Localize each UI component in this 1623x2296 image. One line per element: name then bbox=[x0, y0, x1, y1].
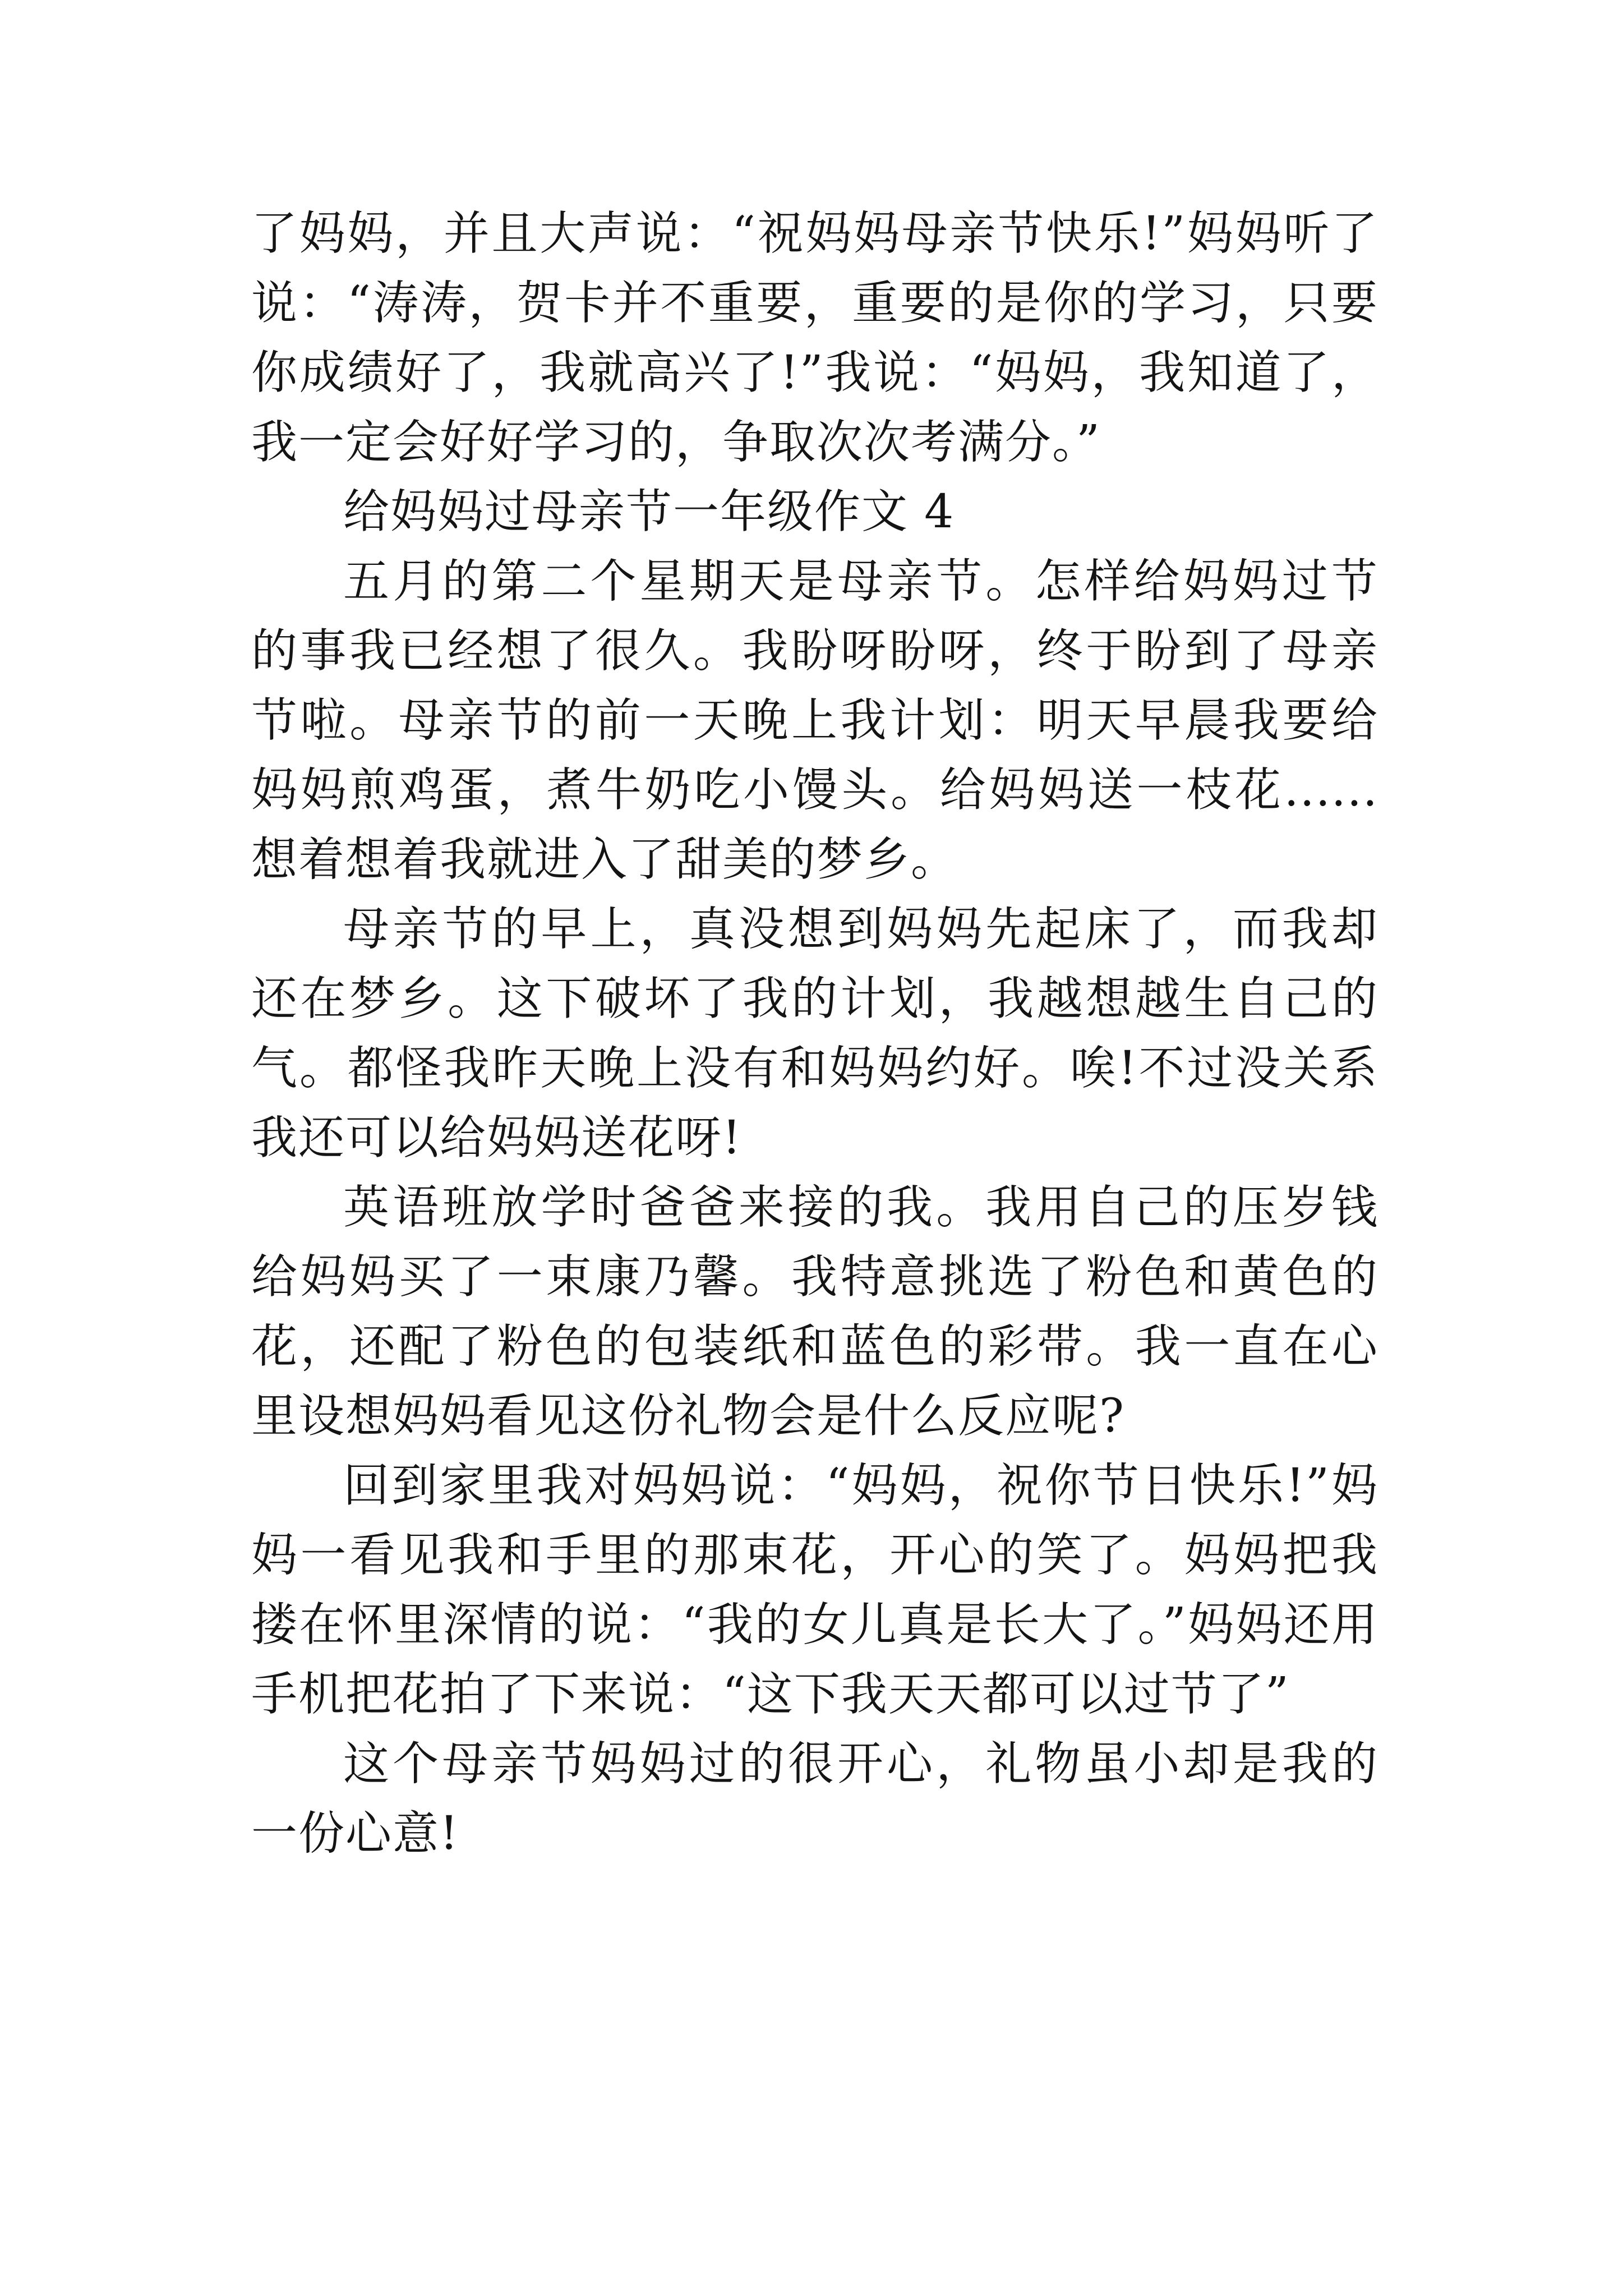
continuation-paragraph: 了妈妈，并且大声说：“祝妈妈母亲节快乐!”妈妈听了说：“涛涛，贺卡并不重要，重要的是你的学习，只要你成绩好了，我就高兴了!”我说：“妈妈，我知道了，我一定会好好学习的，争取次次考满分。” bbox=[251, 207, 1378, 469]
body-paragraph: 母亲节的早上，真没想到妈妈先起床了，而我却还在梦乡。这下破坏了我的计划，我越想越生自己的气。都怪我昨天晚上没有和妈妈约好。唉!不过没关系我还可以给妈妈送花呀! bbox=[251, 903, 1378, 1165]
body-paragraph: 回到家里我对妈妈说：“妈妈，祝你节日快乐!”妈妈一看见我和手里的那束花，开心的笑了。妈妈把我搂在怀里深情的说：“我的女儿真是长大了。”妈妈还用手机把花拍了下来说：“这下我天天都可以过节了” bbox=[251, 1459, 1378, 1721]
body-paragraph: 英语班放学时爸爸来接的我。我用自己的压岁钱给妈妈买了一束康乃馨。我特意挑选了粉色和黄色的花，还配了粉色的包装纸和蓝色的彩带。我一直在心里设想妈妈看见这份礼物会是什么反应呢? bbox=[251, 1181, 1378, 1443]
document-body bbox=[251, 199, 1378, 1869]
body-paragraph: 这个母亲节妈妈过的很开心，礼物虽小却是我的一份心意! bbox=[251, 1737, 1378, 1860]
essay-heading: 给妈妈过母亲节一年级作文 4 bbox=[343, 485, 955, 539]
body-paragraph: 五月的第二个星期天是母亲节。怎样给妈妈过节的事我已经想了很久。我盼呀盼呀，终于盼到了母亲节啦。母亲节的前一天晚上我计划：明天早晨我要给妈妈煎鸡蛋，煮牛奶吃小馒头。给妈妈送一枝花......想着想着我就进入了甜美的梦乡。 bbox=[251, 555, 1378, 886]
